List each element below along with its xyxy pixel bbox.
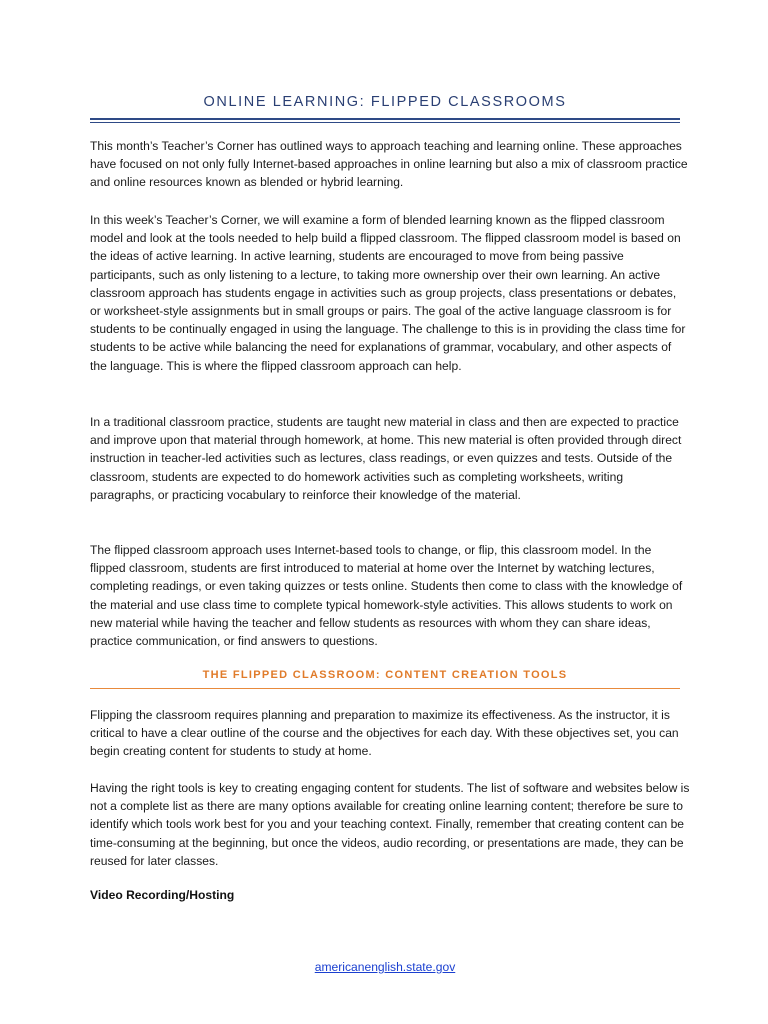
- paragraph-traditional: In a traditional classroom practice, students are taught new material in class and then are expected to practice and improve upon that material through homework, at home. This new material is often provided through direct instruction in teacher-led activities such as lectures, class readings, or even quizzes and tests. Outside of the classroom, students are expected to do homework activities such as completing worksheets, writing paragraphs, or practicing vocabulary to reinforce their knowledge of the material.: [90, 415, 682, 502]
- section-heading: THE FLIPPED CLASSROOM: CONTENT CREATION TOOLS: [202, 669, 568, 681]
- paragraph-active-learning: In this week’s Teacher’s Corner, we will examine a form of blended learning known as the flipped classroom model and look at the tools needed to help build a flipped classroom. The flipped classroom model is based on the ideas of active learning. In active learning, students are encouraged to move from being passive participants, such as only listening to a lecture, to taking more ownership over their own learning. An active classroom approach has students engage in activities such as group projects, class presentations or debates, or worksheet-style assignments but in small groups or pairs. The goal of the active language classroom is for students to be continually engaged in using the language. The challenge to this is in providing the class time for students to be active while balancing the need for explanations of grammar, vocabulary, and other aspects of the language. This is where the flipped classroom approach can help.: [90, 213, 686, 373]
- paragraph-intro: This month’s Teacher’s Corner has outlined ways to approach teaching and learning online. These approaches have focused on not only fully Internet-based approaches in online learning but also a mix of classroom practice and online resources known as blended or hybrid learning.: [90, 139, 688, 190]
- footer-link[interactable]: americanenglish.state.gov: [314, 960, 456, 974]
- paragraph-planning: Flipping the classroom requires planning and preparation to maximize its effectiveness. As the instructor, it is critical to have a clear outline of the course and the objectives for each day. With these objectives set, you can begin creating content for students to study at home.: [90, 708, 679, 759]
- title-divider: [90, 118, 680, 120]
- paragraph-flipped: The flipped classroom approach uses Internet-based tools to change, or flip, this classroom model. In the flipped classroom, students are first introduced to material at home over the Internet by watching lectures, completing readings, or even taking quizzes or tests online. Students then come to class with the knowledge of the material and use class time to complete typical homework-style activities. This allows students to work on new material while having the teacher and fellow students as resources with whom they can share ideas, practice communication, or find answers to questions.: [90, 543, 683, 649]
- page-title: ONLINE LEARNING: FLIPPED CLASSROOMS: [203, 94, 567, 110]
- section-divider: [90, 688, 680, 689]
- subheading-video-recording: Video Recording/Hosting: [90, 888, 235, 902]
- title-divider-thin: [90, 122, 680, 123]
- paragraph-tools: Having the right tools is key to creating engaging content for students. The list of software and websites below is not a complete list as there are many options available for creating online learning content; therefore be sure to identify which tools work best for you and your teaching context. Finally, remember that creating content can be time-consuming at the beginning, but once the videos, audio recording, or presentations are made, they can be reused for later classes.: [90, 781, 690, 868]
